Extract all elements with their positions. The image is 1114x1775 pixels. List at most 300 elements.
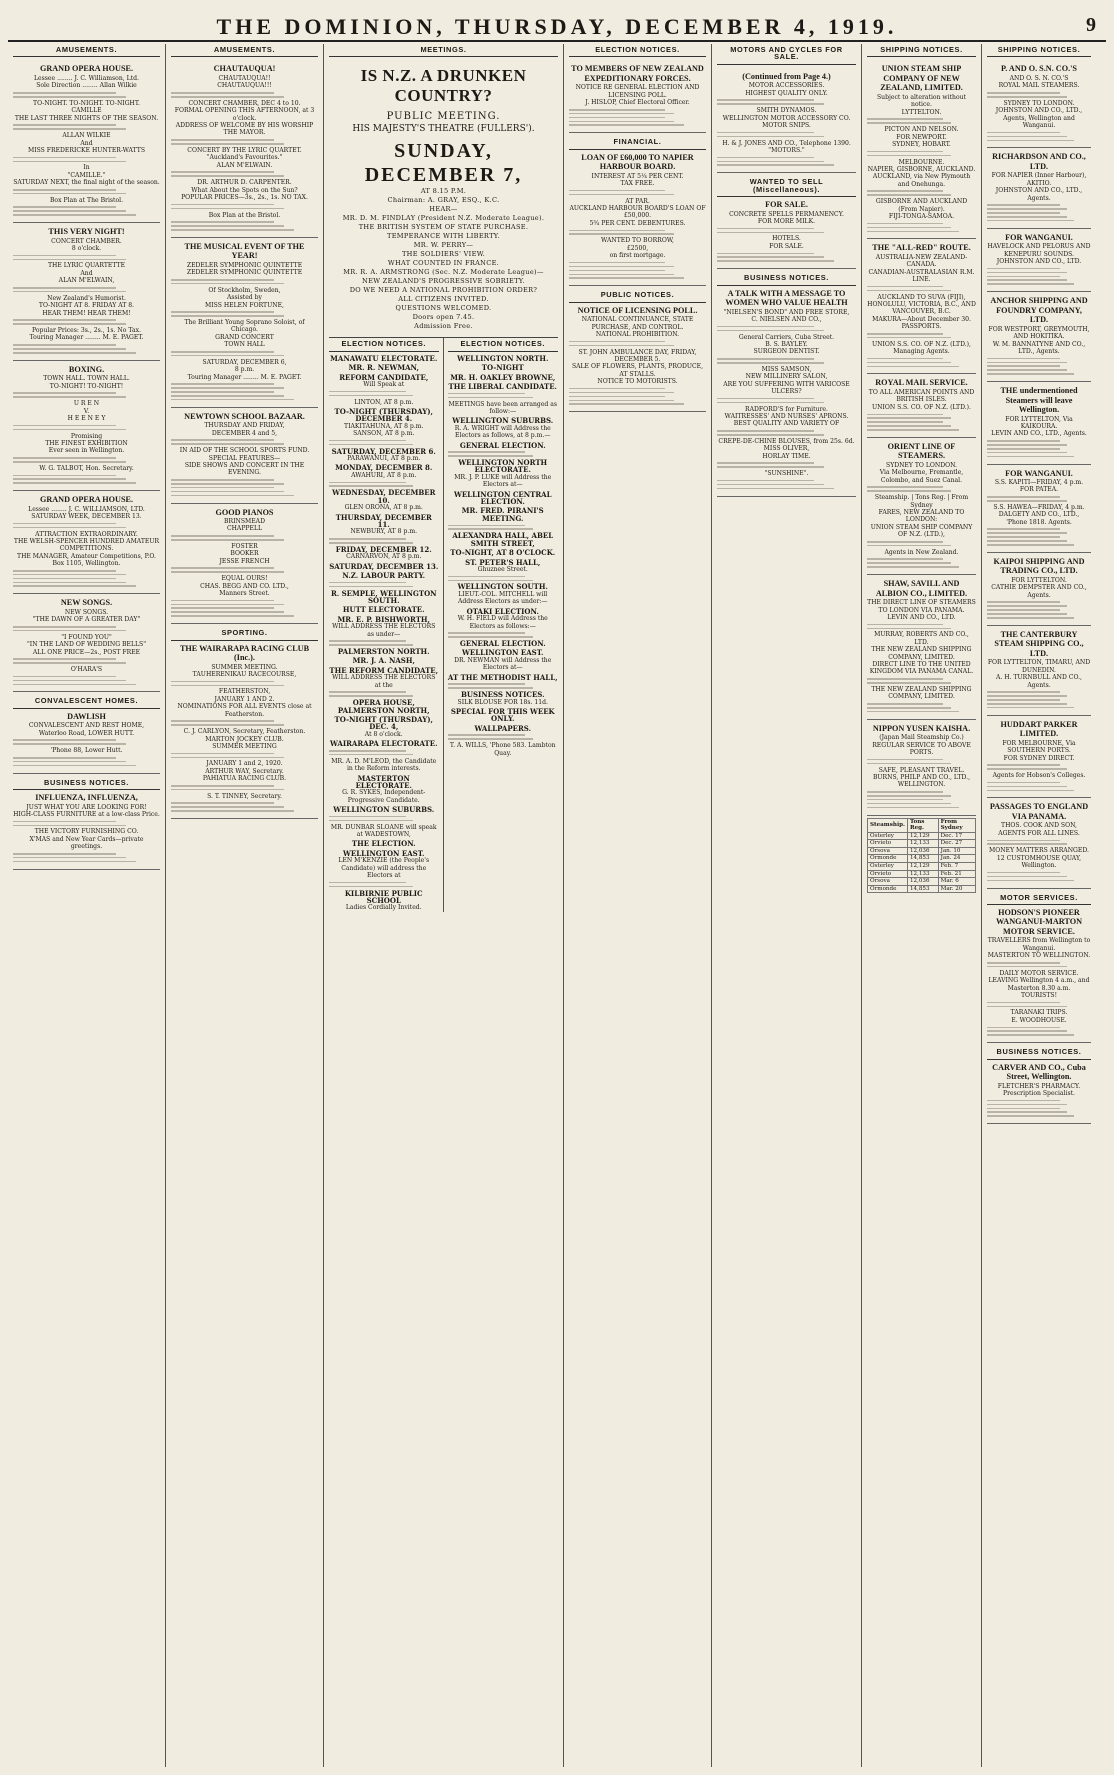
ad-line: ST. JOHN AMBULANCE DAY, FRIDAY, DECEMBER 5.	[578, 348, 697, 363]
body-text-lines	[987, 1002, 1091, 1007]
ad-line: UNION S.S. CO. OF N.Z. (LTD.).	[872, 403, 971, 411]
body-text-lines	[329, 582, 439, 587]
ad-line: SATURDAY WEEK, DECEMBER 13.	[31, 513, 142, 521]
election-notice-line: ST. PETER'S HALL,	[465, 557, 541, 567]
ad-headline: INFLUENZA, INFLUENZA,	[35, 793, 138, 802]
advertisement	[867, 575, 976, 720]
meeting-chairman: Chairman: A. GRAY, ESQ., K.C.	[387, 196, 500, 205]
ad-line: TARANAKI TRIPS.	[1010, 1009, 1068, 1017]
table-cell: Ormonde	[868, 885, 908, 893]
body-text-lines	[867, 541, 976, 546]
ad-line: TAUHERENIKAU RACECOURSE,	[192, 670, 297, 678]
body-text-lines	[171, 351, 318, 356]
advertisement	[569, 133, 706, 286]
advertisement	[987, 60, 1091, 148]
ad-headline: ORIENT LINE OF STEAMERS.	[887, 441, 956, 461]
subcolumn-heading: ELECTION NOTICES.	[448, 338, 559, 351]
body-text-lines	[171, 600, 318, 605]
election-notice-line: WELLINGTON SUBURBS.	[452, 416, 554, 426]
masthead-title: THE DOMINION, THURSDAY, DECEMBER 4, 1919.	[216, 14, 898, 39]
body-text-lines	[171, 439, 318, 444]
body-text-lines	[171, 802, 318, 811]
table-cell: Dec. 27	[938, 840, 975, 848]
body-text-lines	[867, 759, 976, 764]
ad-line: What About the Spots on the Sun?	[191, 186, 298, 194]
column-heading: AMUSEMENTS.	[13, 44, 160, 57]
ad-line: on first mortgage.	[609, 252, 666, 260]
ad-line: FOR LYTTELTON, TIMARU, AND DUNEDIN.	[987, 659, 1091, 674]
body-text-lines	[717, 430, 856, 435]
ad-line: TAX FREE.	[620, 180, 655, 188]
table-row	[868, 847, 976, 855]
ad-line: B. S. BAYLEY.	[765, 340, 808, 348]
ad-line: Popular Prices: 3s., 2s., 1s. No Tax.	[32, 327, 141, 335]
table-cell: Mar. 6	[938, 878, 975, 886]
body-text-lines	[13, 124, 160, 129]
election-notice-line: MR. DUNBAR SLOANE will speak at WADESTOWN,	[330, 823, 437, 839]
ad-line: HAVELOCK AND PELORUS AND KENEPURU SOUNDS.	[987, 243, 1091, 258]
ad-line: AUCKLAND HARBOUR BOARD'S LOAN OF £50,000.	[569, 205, 706, 220]
meeting-line: WHAT COUNTED IN FRANCE.	[387, 259, 500, 268]
ad-line: "NIELSEN'S BOND" AND FREE STORE,	[723, 308, 850, 316]
election-notice-line: MR. R. NEWMAN,	[348, 363, 419, 373]
election-notice-line: At 8 o'clock.	[364, 730, 403, 738]
body-text-lines	[987, 609, 1091, 618]
ad-line: And	[80, 269, 93, 277]
ad-line: MAKURA—About December 30.	[872, 315, 971, 323]
advertisement	[987, 292, 1091, 382]
election-subcolumns	[329, 338, 558, 911]
ad-line: Agents for Hobson's Colleges.	[992, 772, 1086, 780]
ad-line: FOR LYTTELTON.	[1011, 576, 1067, 584]
body-text-lines	[448, 525, 559, 530]
body-text-lines	[987, 1027, 1091, 1036]
body-text-lines	[13, 255, 160, 260]
election-notice-line: MR. J. A. NASH,	[352, 656, 415, 666]
ad-line: RADFORD'S for Furniture.	[745, 405, 828, 413]
ad-line: SMITH DYNAMOS.	[756, 107, 817, 115]
ad-line: "MOTORS."	[768, 146, 805, 154]
body-text-lines	[13, 319, 160, 324]
body-text-lines	[717, 480, 856, 489]
advertisement	[717, 68, 856, 173]
ad-line: Sole Direction ........ Allan Wilkie	[36, 82, 137, 90]
ad-line: Promising	[70, 432, 103, 440]
ad-line: AND O. S. N. CO.'S	[1009, 74, 1069, 82]
ad-line: New Zealand's Humorist.	[47, 294, 126, 302]
election-notice-line: GENERAL ELECTION.	[459, 638, 546, 648]
ad-headline: GRAND OPERA HOUSE.	[39, 495, 134, 505]
table-row	[868, 832, 976, 840]
body-text-lines	[329, 816, 439, 821]
body-text-lines	[171, 311, 318, 316]
ad-line: Waterloo Road, LOWER HUTT.	[38, 729, 135, 737]
election-notice-line: WELLINGTON SUBURBS.	[333, 805, 435, 815]
ad-line: WANTED TO BORROW,	[601, 237, 674, 245]
ad-list	[987, 60, 1091, 1124]
ad-line: (Japan Mail Steamship Co.)	[879, 734, 964, 742]
election-notice-line: WILL ADDRESS THE ELECTORS at the	[332, 674, 436, 689]
ad-line: FOR WESTPORT, GREYMOUTH, AND HOKITIKA.	[988, 325, 1090, 341]
body-text-lines	[569, 117, 706, 126]
ad-line: MISS SAMSON,	[761, 365, 812, 373]
body-text-lines	[867, 414, 976, 419]
body-text-lines	[987, 1108, 1091, 1117]
body-text-lines	[13, 626, 160, 631]
ad-line: HIGH-CLASS FURNITURE at a low-class Price.	[13, 810, 160, 818]
body-text-lines	[867, 678, 976, 683]
body-text-lines	[987, 448, 1091, 457]
ad-line: MISS FREDERICKE HUNTER-WATTS	[27, 146, 146, 154]
election-notice-line: TO-NIGHT	[481, 363, 524, 373]
body-text-lines	[569, 341, 706, 346]
body-text-lines	[867, 118, 976, 123]
ad-line: FORMAL OPENING THIS AFTERNOON, at 3 o'clock.	[174, 107, 315, 122]
meeting-line: MR. D. M. FINDLAY (President N.Z. Moderate League).	[342, 214, 545, 223]
ad-line: AT PAR.	[625, 197, 650, 205]
column-heading: AMUSEMENTS.	[171, 44, 318, 57]
section-heading: CONVALESCENT HOMES.	[13, 695, 160, 708]
body-text-lines	[867, 486, 976, 491]
body-text-lines	[717, 253, 856, 262]
ad-line: REGULAR SERVICE TO ABOVE PORTS.	[872, 741, 971, 757]
meeting-venue: HIS MAJESTY'S THEATRE (FULLERS').	[352, 124, 535, 135]
advertisement	[987, 553, 1091, 626]
ad-headline: (Continued from Page 4.)	[742, 71, 831, 81]
body-text-lines	[171, 279, 318, 284]
ad-line: H E E N E Y	[67, 415, 106, 423]
ad-line: Touring Manager ........ M. E. PAGET.	[187, 373, 302, 381]
ad-line: Lessee ........ J. C. Williamson, Ltd.	[34, 74, 139, 82]
column-heading: MOTORS AND CYCLES FOR SALE.	[717, 44, 856, 65]
ad-headline: GRAND OPERA HOUSE.	[39, 64, 134, 74]
election-notice-line: TO-NIGHT (THURSDAY), DEC. 4,	[334, 714, 433, 732]
table-cell: Feb. 21	[938, 870, 975, 878]
ad-line: ALLAN WILKIE	[62, 132, 111, 140]
advertisement	[987, 626, 1091, 716]
body-text-lines	[171, 92, 318, 97]
table-row	[868, 863, 976, 871]
ad-headline: TO MEMBERS OF NEW ZEALAND EXPEDITIONARY FORCES.	[571, 64, 704, 83]
body-text-lines	[171, 221, 318, 230]
election-notice-line: THURSDAY, DECEMBER 11.	[335, 512, 432, 529]
table-row	[868, 855, 976, 863]
ad-line: SUMMER MEETING.	[211, 663, 278, 671]
ad-line: PASSPORTS.	[901, 323, 942, 331]
body-text-lines	[867, 799, 976, 808]
body-text-lines	[717, 358, 856, 363]
election-notice-line: MEETINGS have been arranged as follow:—	[448, 400, 558, 415]
body-text-lines	[13, 739, 160, 744]
election-notice-line: WELLINGTON EAST.	[343, 848, 425, 858]
election-subcolumn-left	[329, 338, 444, 911]
ad-line: EQUAL OURS!	[221, 575, 268, 583]
ad-line: FOR PATEA.	[1019, 486, 1059, 494]
schedule-body	[868, 832, 976, 893]
ad-line: SIDE SHOWS AND CONCERT IN THE EVENING.	[184, 461, 305, 477]
body-text-lines	[13, 92, 160, 97]
table-cell: Jan. 10	[938, 847, 975, 855]
ad-headline: FOR WANGANUI.	[1005, 232, 1073, 242]
ad-line: FEATHERSTON,	[218, 688, 271, 696]
election-notice-line: W. H. FIELD will Address the Electors as follows:—	[457, 615, 548, 630]
ad-line: JANUARY 1 and 2, 1920.	[206, 760, 283, 768]
advertisement	[987, 229, 1091, 292]
table-cell: 12,133	[907, 870, 938, 878]
ad-line: Lessee ........ J. C. WILLIAMSON, LTD.	[28, 505, 145, 513]
ad-line: THE DIRECT LINE OF STEAMERS TO LONDON VIA PANAMA.	[867, 599, 976, 614]
table-cell: Dec. 17	[938, 832, 975, 840]
body-text-lines	[13, 853, 160, 862]
ad-line: SYDNEY TO LONDON.	[1003, 99, 1075, 107]
subcolumn-lines	[448, 355, 559, 757]
ad-headline: THE "ALL-RED" ROUTE.	[872, 243, 971, 253]
body-text-lines	[717, 398, 856, 403]
ad-line: W. M. BANNATYNE AND CO., LTD., Agents.	[992, 340, 1086, 355]
table-cell: Orsova	[868, 847, 908, 855]
ad-headline: THE CANTERBURY STEAM SHIPPING CO., LTD.	[994, 629, 1084, 658]
section-heading: FINANCIAL.	[569, 136, 706, 149]
election-notice-line: MR. J. P. LUKE will Address the Electors at—	[454, 473, 552, 489]
body-text-lines	[13, 425, 160, 430]
election-notice-line: LEN M'KENZIE (the People's Candidate) will address the Electors at	[338, 857, 430, 880]
ad-line: SATURDAY, DECEMBER 6,	[202, 358, 287, 366]
ad-line: "CAMILLE."	[67, 171, 106, 179]
column-heading: SHIPPING NOTICES.	[987, 44, 1091, 57]
advertisement	[171, 238, 318, 408]
meeting-line: MR. W. PERRY—	[413, 241, 474, 250]
meeting-date: SUNDAY, DECEMBER 7,	[364, 140, 523, 187]
ad-line: A. H. TURNBULL AND CO., Agents.	[996, 674, 1082, 689]
ad-line: Ever seen in Wellington.	[48, 447, 125, 455]
election-notice-line: TO-NIGHT (THURSDAY), DECEMBER 4.	[334, 406, 433, 424]
ad-line: C. NIELSEN AND CO.,	[751, 316, 822, 324]
ad-headline: CARVER AND CO., Cuba Street, Wellington.	[992, 1062, 1086, 1082]
ad-list	[13, 60, 160, 869]
meeting-line: MR. R. A. ARMSTRONG (Sec. N.Z. Moderate League)—	[343, 268, 544, 277]
election-notice-line: SATURDAY, DECEMBER 13.	[329, 561, 439, 571]
advertisement	[569, 286, 706, 412]
ad-line: TOWN HALL	[224, 341, 265, 349]
body-text-lines	[171, 479, 318, 484]
body-text-lines	[329, 482, 439, 487]
section-heading: PUBLIC NOTICES.	[569, 289, 706, 302]
advertisement	[867, 374, 976, 437]
election-notice-line: R. SEMPLE, WELLINGTON SOUTH.	[330, 588, 437, 605]
ad-line: Manners Street.	[219, 590, 270, 597]
meeting-line: HEAR—	[429, 205, 458, 214]
ad-line: THE LYRIC QUARTETTE	[47, 262, 126, 270]
table-cell: 12,036	[907, 878, 938, 886]
meeting-line: Admission Free.	[414, 322, 473, 331]
ad-line: W. G. TALBOT, Hon. Secretary.	[39, 464, 134, 472]
ad-headline: P. AND O. S.N. CO.'S	[1001, 64, 1077, 74]
ad-line: NATIONAL PROHIBITION.	[595, 331, 680, 339]
table-cell: 14,853	[907, 855, 938, 863]
body-text-lines	[717, 132, 856, 137]
body-text-lines	[13, 206, 160, 215]
ad-line: In	[83, 164, 90, 172]
ad-headline: ROYAL MAIL SERVICE.	[875, 378, 968, 388]
ad-line: FOR SALE.	[769, 242, 804, 250]
ad-line: CONVALESCENT AND REST HOME,	[28, 722, 145, 730]
ad-line: MISS OLIVER,	[763, 445, 810, 453]
body-text-lines	[987, 132, 1091, 141]
ad-line: NEW SONGS.	[64, 608, 109, 616]
table-cell: 12,129	[907, 863, 938, 871]
election-notice-line: NEWBURY, AT 8 p.m.	[350, 528, 418, 536]
ad-line: THE FINEST EXHIBITION	[45, 439, 128, 447]
body-text-lines	[569, 230, 706, 235]
schedule-header-cell: Tons Reg.	[907, 818, 938, 832]
table-row	[868, 885, 976, 893]
body-text-lines	[13, 570, 160, 575]
election-notice-line: PALMERSTON NORTH.	[337, 647, 430, 657]
ad-headline: HODSON'S PIONEER WANGANUI-MARTON MOTOR SERVICE.	[996, 907, 1082, 936]
ad-line: ARE YOU SUFFERING WITH VARICOSE ULCERS?	[723, 380, 850, 396]
election-notice-line: WILL ADDRESS THE ELECTORS as under—	[332, 623, 436, 638]
ad-headline: NOTICE OF LICENSING POLL.	[577, 305, 698, 315]
ad-headline: THE MUSICAL EVENT OF THE YEAR!	[184, 241, 305, 261]
ad-line: Of Stockholm, Sweden,	[208, 286, 281, 294]
table-cell: 12,036	[907, 847, 938, 855]
advertisement	[867, 239, 976, 374]
ad-line: FOR SYDNEY DIRECT.	[1003, 754, 1075, 762]
meeting-line: THE SOLDIERS' VIEW.	[401, 250, 486, 259]
section-heading: BUSINESS NOTICES.	[987, 1046, 1091, 1059]
ad-line: Agents in New Zealand.	[884, 548, 959, 556]
ad-line: "SUNSHINE".	[764, 470, 809, 478]
advertisement	[13, 60, 160, 223]
ad-headline: RICHARDSON AND CO., LTD.	[992, 152, 1086, 171]
table-cell: Orvieto	[868, 840, 908, 848]
election-notice-line: THE REFORM CANDIDATE,	[329, 665, 439, 675]
advertisement	[987, 798, 1091, 888]
column-election-notices	[564, 44, 712, 1767]
ad-headline: THIS VERY NIGHT!	[48, 227, 125, 237]
body-text-lines	[987, 699, 1091, 708]
ad-line: TOURISTS!	[1020, 991, 1058, 999]
table-cell: Osterley	[868, 832, 908, 840]
ad-line: 5¾ PER CENT. DEBENTURES.	[589, 219, 686, 227]
ad-line: Assisted by	[227, 294, 262, 302]
body-text-lines	[13, 457, 160, 462]
ad-line: And	[80, 139, 93, 147]
ad-line: "THE DAWN OF A GREATER DAY"	[32, 616, 141, 624]
body-text-lines	[13, 189, 160, 194]
ad-headline: BOXING.	[68, 364, 105, 374]
ad-line: MARTON JOCKEY CLUB.	[205, 735, 284, 743]
ad-line: NOTICE RE GENERAL ELECTION AND LICENSING POLL.	[575, 84, 700, 99]
meeting-speakers	[329, 205, 558, 331]
election-notice-line: AT THE METHODIST HALL,	[447, 672, 558, 682]
section-heading: MOTOR SERVICES.	[987, 892, 1091, 905]
election-notice-line: GLEN ORONA, AT 8 p.m.	[344, 504, 423, 512]
ad-line: IN AID OF THE SCHOOL SPORTS FUND.	[179, 447, 310, 455]
ad-line: CHAUTAUQUA!!!	[217, 82, 272, 90]
body-text-lines	[569, 109, 706, 114]
body-text-lines	[867, 421, 976, 430]
election-notice-line: SATURDAY, DECEMBER 6.	[331, 446, 436, 456]
body-text-lines	[867, 286, 976, 291]
ad-line: THE VICTORY FURNISHING CO.	[34, 828, 139, 836]
advertisement	[13, 491, 160, 594]
body-text-lines	[448, 451, 559, 456]
body-text-lines	[987, 536, 1091, 545]
ad-headline: LOAN OF £60,000 TO NAPIER HARBOUR BOARD.	[581, 152, 694, 172]
ad-line: CANADIAN-AUSTRALASIAN R.M. LINE.	[868, 268, 975, 284]
advertisement	[13, 223, 160, 361]
ad-line: FARES, NEW ZEALAND TO LONDON:	[878, 509, 965, 524]
ad-line: CREPE-DE-CHINE BLOUSES, from 25s. 6d.	[718, 437, 855, 445]
table-cell: Jan. 24	[938, 855, 975, 863]
ad-line: SPECIAL FEATURES—	[208, 454, 281, 462]
body-text-lines	[987, 358, 1091, 363]
masthead	[8, 14, 1106, 42]
drunken-country-meeting-ad	[329, 60, 558, 338]
ad-line: THOS. COOK AND SON,	[1001, 822, 1077, 830]
ad-line: DECEMBER 4 and 5,	[211, 429, 278, 437]
body-text-lines	[987, 365, 1091, 374]
election-notice-line: WEDNESDAY, DECEMBER 10.	[332, 488, 436, 505]
ad-line: PICTON AND NELSON.	[884, 126, 959, 134]
ad-line: "Auckland's Favourites."	[206, 154, 283, 162]
ad-line: SALE OF FLOWERS, PLANTS, PRODUCE, AT STALLS.	[571, 363, 704, 378]
ad-line: FOR MELBOURNE, Via SOUTHERN PORTS.	[1002, 739, 1076, 755]
ad-line: NATIONAL CONTINUANCE, STATE PURCHASE, AND CONTROL.	[581, 316, 694, 331]
body-text-lines	[171, 785, 318, 790]
advertisement	[717, 269, 856, 496]
table-row	[868, 840, 976, 848]
ad-line: NOMINATIONS FOR ALL EVENTS close at Featherston.	[177, 703, 312, 718]
ad-line: 12 CUSTOMHOUSE QUAY, Wellington.	[996, 854, 1082, 870]
election-notice-line: OPERA HOUSE, PALMERSTON NORTH,	[337, 698, 430, 715]
ad-line: Prescription Specialist.	[1003, 1090, 1075, 1098]
ad-headline: DAWLISH	[67, 711, 106, 721]
ad-line: ADDRESS OF WELCOME BY HIS WORSHIP THE MAYOR.	[175, 122, 314, 137]
ad-line: CATHIE DEMPSTER AND CO., Agents.	[991, 584, 1087, 599]
body-text-lines	[13, 344, 160, 353]
body-text-lines	[13, 676, 160, 685]
body-text-lines	[13, 523, 160, 528]
ad-line: ROYAL MAIL STEAMERS.	[998, 82, 1080, 90]
advertisement	[171, 60, 318, 237]
body-text-lines	[867, 791, 976, 796]
ad-line: CHAUTAUQUA!!	[218, 74, 271, 82]
meeting-subhead: PUBLIC MEETING.	[386, 111, 501, 123]
ad-line: FOSTER	[231, 542, 258, 550]
body-text-lines	[987, 268, 1091, 273]
election-notice-line: T. A. WILLS, 'Phone 583. Lambton Quay.	[449, 742, 556, 757]
body-text-lines	[987, 1100, 1091, 1105]
ad-headline: NEW SONGS.	[60, 598, 113, 608]
ad-line: ALAN M'ELWAIN,	[58, 277, 115, 285]
body-text-lines	[13, 392, 160, 397]
column-meetings	[324, 44, 564, 1767]
table-cell: Orvieto	[868, 870, 908, 878]
ad-line: TOWN HALL. TOWN HALL.	[43, 375, 130, 383]
body-text-lines	[987, 691, 1091, 696]
ad-line: FOR NEWPORT.	[896, 133, 947, 141]
body-text-lines	[987, 528, 1091, 533]
ad-line: SAFE, PLEASANT TRAVEL.	[878, 766, 965, 774]
advertisement	[987, 465, 1091, 553]
election-notice-line: MR. FRED. PIRANI'S MEETING.	[461, 506, 544, 523]
advertisement	[13, 361, 160, 491]
body-text-lines	[987, 496, 1091, 501]
ad-line: MONEY MATTERS ARRANGED.	[989, 847, 1089, 855]
ad-line: MASTERTON TO WELLINGTON.	[987, 952, 1091, 960]
